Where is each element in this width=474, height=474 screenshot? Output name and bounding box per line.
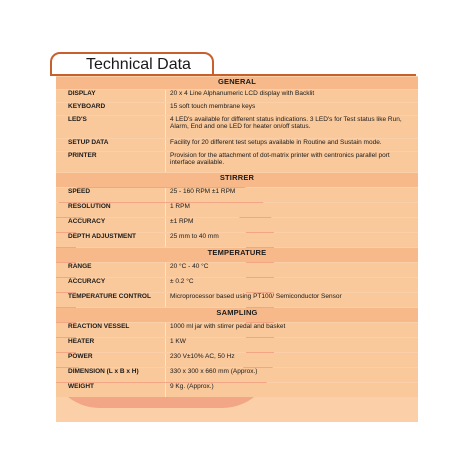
spec-label: KEYBOARD <box>56 103 165 115</box>
spec-value: ±1 RPM <box>165 218 418 232</box>
spec-value: 20 °C - 40 °C <box>165 263 418 277</box>
spec-value: Facility for 20 different test setups available in Routine and Sustain mode. <box>165 139 418 151</box>
section-heading: SAMPLING <box>56 308 418 322</box>
spec-value: 1 KW <box>165 338 418 352</box>
spec-row-reaction-vessel <box>56 323 418 337</box>
section-heading: STIRRER <box>56 173 418 187</box>
spec-value: 20 x 4 Line Alphanumeric LCD display with Backlit <box>165 90 418 102</box>
spec-row-depth-adjustment <box>56 233 418 247</box>
spec-label: ACCURACY <box>56 218 165 232</box>
spec-value: 1000 ml jar with stirrer pedal and basket <box>165 323 418 337</box>
title-rule <box>50 74 416 76</box>
spec-row-printer <box>56 152 418 172</box>
spec-label: ACCURACY <box>56 278 165 292</box>
spec-label: SETUP DATA <box>56 139 165 151</box>
spec-value: Provision for the attachment of dot-matrix printer with centronics parallel port interface available. <box>165 152 418 172</box>
spec-row-dimension <box>56 368 418 382</box>
spec-value: 330 x 300 x 660 mm (Approx.) <box>165 368 418 382</box>
spec-row-keyboard <box>56 103 418 115</box>
spec-value: 4 LED's available for different status indications. 3 LED's for Test status like Run, Alarm, End and one LED for heater on/off status. <box>165 116 418 138</box>
spec-row-resolution <box>56 203 418 217</box>
section-temperature <box>56 248 418 262</box>
section-heading: TEMPERATURE <box>56 248 418 262</box>
spec-label: PRINTER <box>56 152 165 172</box>
title-tab <box>50 52 214 76</box>
spec-label: HEATER <box>56 338 165 352</box>
spec-label: WEIGHT <box>56 383 165 397</box>
spec-table <box>56 76 418 398</box>
spec-value: 230 V±10% AC, 50 Hz <box>165 353 418 367</box>
spec-label: TEMPERATURE CONTROL <box>56 293 165 307</box>
section-stirrer <box>56 173 418 187</box>
spec-row-temp-accuracy <box>56 278 418 292</box>
spec-label: REACTION VESSEL <box>56 323 165 337</box>
spec-row-display <box>56 90 418 102</box>
spec-label: RANGE <box>56 263 165 277</box>
spec-value: 25 - 160 RPM ±1 RPM <box>165 188 418 202</box>
section-heading: GENERAL <box>56 77 418 89</box>
spec-value: Microprocessor based using PT100/ Semiconductor Sensor <box>165 293 418 307</box>
spec-value: 9 Kg. (Approx.) <box>165 383 418 397</box>
section-sampling <box>56 308 418 322</box>
spec-row-accuracy <box>56 218 418 232</box>
spec-value: 25 mm to 40 mm <box>165 233 418 247</box>
spec-label: DEPTH ADJUSTMENT <box>56 233 165 247</box>
spec-row-weight <box>56 383 418 397</box>
spec-row-range <box>56 263 418 277</box>
spec-label: POWER <box>56 353 165 367</box>
page-title: Technical Data <box>86 56 191 73</box>
spec-label: SPEED <box>56 188 165 202</box>
spec-row-temperature-control <box>56 293 418 307</box>
section-general <box>56 77 418 89</box>
spec-row-leds <box>56 116 418 138</box>
spec-label: LED'S <box>56 116 165 138</box>
spec-sheet <box>56 76 418 422</box>
spec-label: DIMENSION (L x B x H) <box>56 368 165 382</box>
spec-row-setup-data <box>56 139 418 151</box>
spec-label: RESOLUTION <box>56 203 165 217</box>
spec-value: 15 soft touch membrane keys <box>165 103 418 115</box>
spec-value: ± 0.2 °C <box>165 278 418 292</box>
spec-row-speed <box>56 188 418 202</box>
spec-label: DISPLAY <box>56 90 165 102</box>
spec-row-power <box>56 353 418 367</box>
spec-value: 1 RPM <box>165 203 418 217</box>
spec-row-heater <box>56 338 418 352</box>
